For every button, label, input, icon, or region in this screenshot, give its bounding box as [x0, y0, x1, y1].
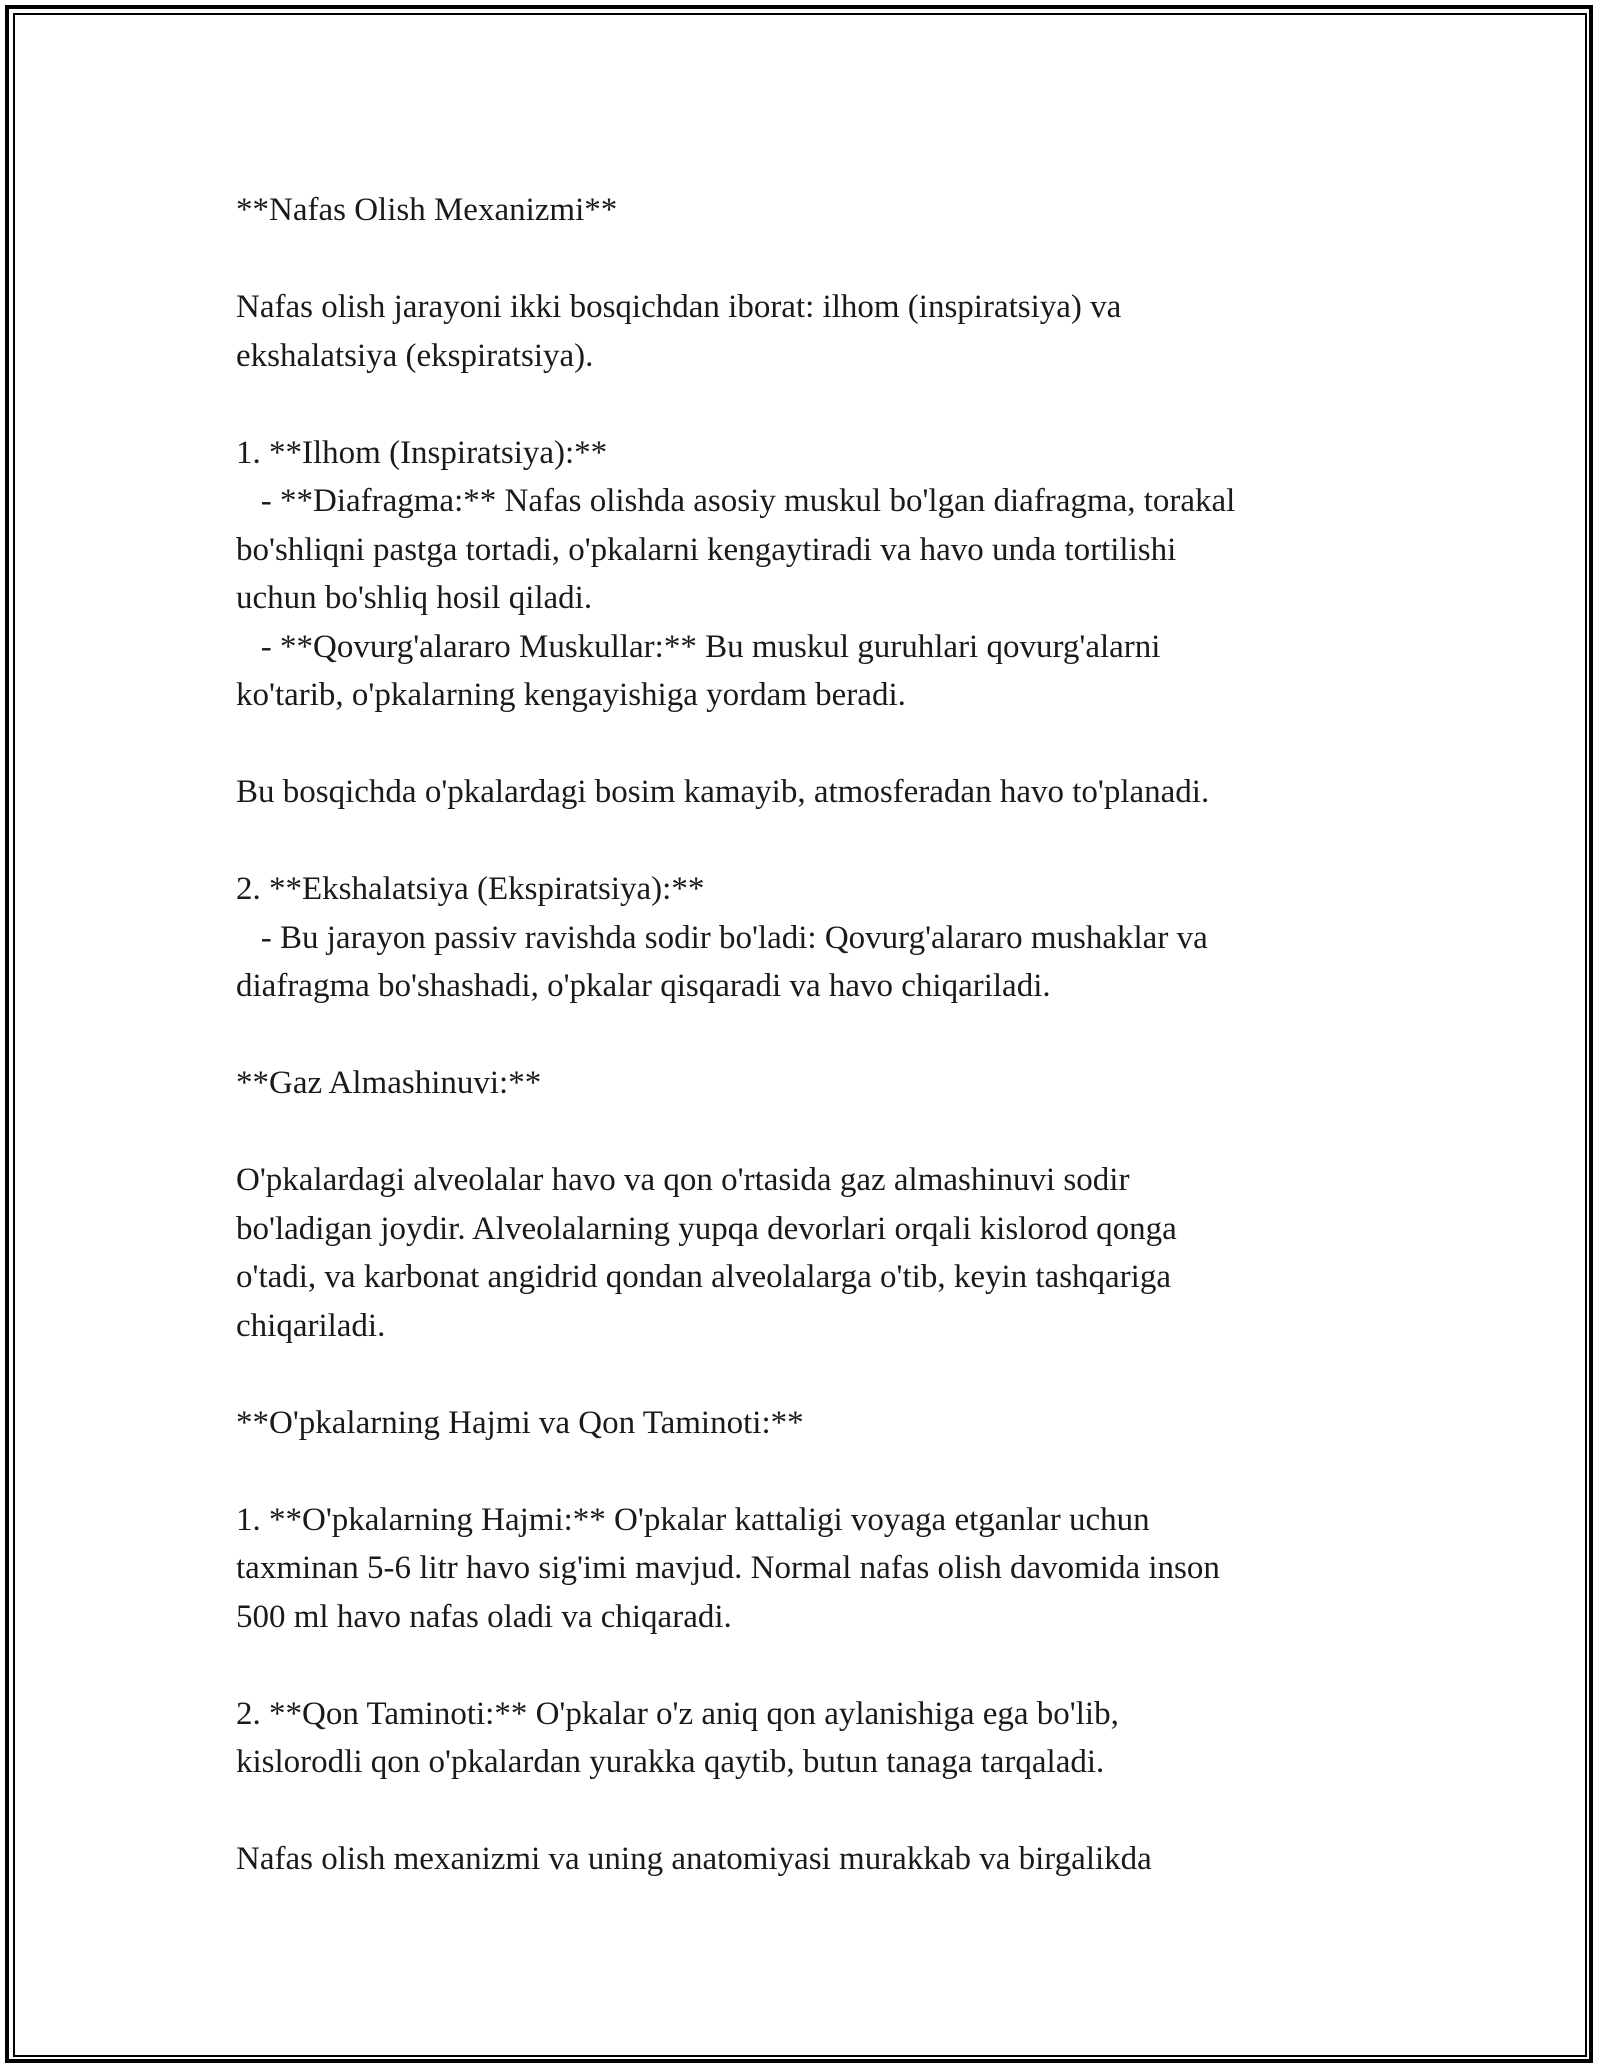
text-line: taxminan 5-6 litr havo sig'imi mavjud. Normal nafas olish davomida inson — [236, 1550, 1220, 1586]
text-line: 2. **Qon Taminoti:** O'pkalar o'z aniq qon aylanishiga ega bo'lib, — [236, 1695, 1119, 1732]
text-line: **O'pkalarning Hajmi va Qon Taminoti:** — [236, 1404, 804, 1441]
text-line: - **Diafragma:** Nafas olishda asosiy muskul bo'lgan diafragma, torakal — [236, 483, 1236, 519]
blank-line — [236, 1641, 1386, 1690]
text-line: **Gaz Almashinuvi:** — [236, 1065, 542, 1101]
text-line: - Bu jarayon passiv ravishda sodir bo'ladi: Qovurg'alararo mushaklar va — [236, 919, 1208, 956]
text-line: uchun bo'shliq hosil qiladi. — [236, 580, 593, 616]
text-line: 500 ml havo nafas oladi va chiqaradi. — [236, 1598, 732, 1635]
blank-line — [236, 1011, 1386, 1060]
blank-line — [236, 1447, 1386, 1496]
text-line: - **Qovurg'alararo Muskullar:** Bu muskul guruhlari qovurg'alarni — [236, 628, 1161, 665]
blank-line — [236, 1787, 1386, 1836]
text-line: **Nafas Olish Mexanizmi** — [236, 192, 618, 228]
blank-line — [236, 720, 1386, 769]
text-line: ko'tarib, o'pkalarning kengayishiga yordam beradi. — [236, 677, 906, 713]
text-line: O'pkalardagi alveolalar havo va qon o'rtasida gaz almashinuvi sodir — [236, 1162, 1130, 1198]
text-line: 2. **Ekshalatsiya (Ekspiratsiya):** — [236, 871, 705, 907]
text-line: o'tadi, va karbonat angidrid qondan alveolalarga o'tib, keyin tashqariga — [236, 1259, 1171, 1295]
text-line: diafragma bo'shashadi, o'pkalar qisqaradi va havo chiqariladi. — [236, 968, 1051, 1004]
text-line: bo'ladigan joydir. Alveolalarning yupqa devorlari orqali kislorod qonga — [236, 1210, 1177, 1247]
blank-line — [236, 235, 1386, 284]
text-line: bo'shliqni pastga tortadi, o'pkalarni kengaytiradi va havo unda tortilishi — [236, 531, 1177, 568]
blank-line — [236, 1108, 1386, 1157]
document-body — [236, 186, 1386, 1884]
text-line: Bu bosqichda o'pkalardagi bosim kamayib, atmosferadan havo to'planadi. — [236, 774, 1210, 810]
text-line: Nafas olish jarayoni ikki bosqichdan iborat: ilhom (inspiratsiya) va — [236, 289, 1122, 325]
text-line: 1. **O'pkalarning Hajmi:** O'pkalar kattaligi voyaga etganlar uchun — [236, 1501, 1150, 1538]
blank-line — [236, 1350, 1386, 1399]
text-line: chiqariladi. — [236, 1307, 386, 1344]
text-line: ekshalatsiya (ekspiratsiya). — [236, 337, 594, 374]
text-line: 1. **Ilhom (Inspiratsiya):** — [236, 434, 608, 471]
blank-line — [236, 817, 1386, 866]
text-line: kislorodli qon o'pkalardan yurakka qaytib, butun tanaga tarqaladi. — [236, 1744, 1105, 1780]
blank-line — [236, 380, 1386, 429]
text-line: Nafas olish mexanizmi va uning anatomiyasi murakkab va birgalikda — [236, 1841, 1152, 1877]
